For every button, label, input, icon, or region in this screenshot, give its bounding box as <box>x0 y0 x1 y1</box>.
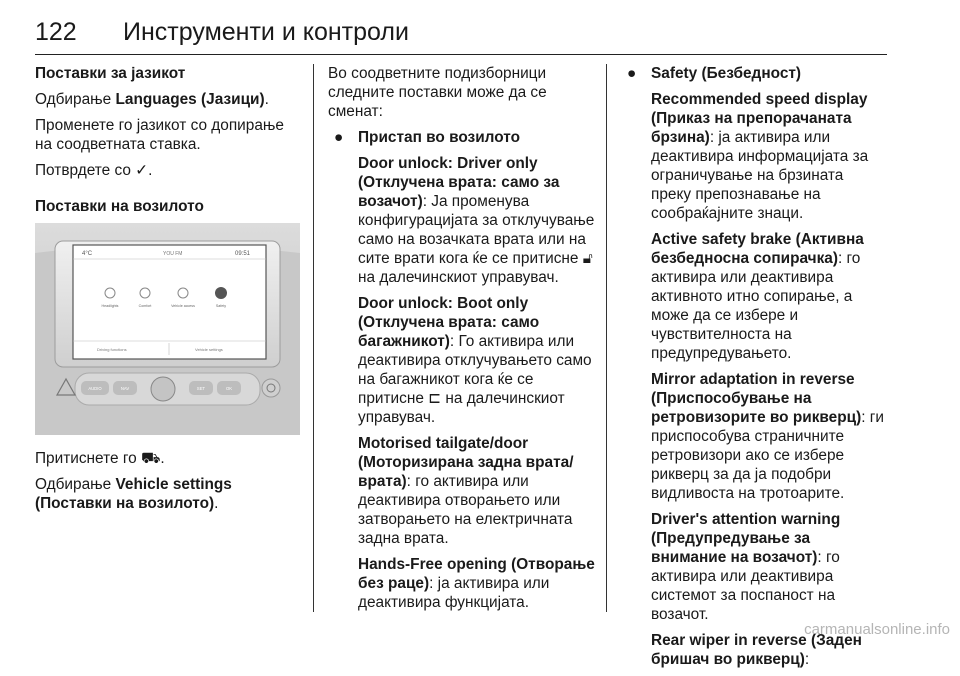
paragraph: Одбирање Vehicle settings (Поставки на возилото). <box>35 476 232 512</box>
padlock-open-icon: 🔓︎ <box>582 250 593 267</box>
svg-text:NAV: NAV <box>120 386 130 391</box>
safety-icon <box>215 287 227 299</box>
paragraph: Во соодветните подизборници следните поставки може да се сменат: <box>328 65 547 120</box>
paragraph: Променете го јазикот со допирање на соодветната ставка. <box>35 117 284 153</box>
bullet-safety: ● Safety (Безбедност) <box>627 65 802 82</box>
setting-item: Recommended speed display (Приказ на препорачаната брзина): ја активира или деактивира информацијата за ограничување на брзината преку препознавање на сообраќајните знаци. <box>651 91 869 222</box>
screen-clock: 09:51 <box>235 251 251 257</box>
column-2 <box>328 64 596 619</box>
paragraph: Притиснете го ⛟. <box>35 450 165 467</box>
bullet-access: ● Пристап во возилото <box>334 129 520 146</box>
column-1 <box>35 64 300 520</box>
setting-item: Mirror adaptation in reverse (Приспособување на ретровизорите во рикверц): ги приспособува страничните ретровизори ако се избере рикверц за да ја подобри видливоста на тротоарите. <box>651 371 884 502</box>
paragraph: Одбирање Languages (Јазици). <box>35 91 269 108</box>
setting-item: Door unlock: Driver only (Отклучена врата: само за возачот): Ја променува конфигурацијата за отклучување само на возачката врата или на сите врати кога ќе се притисне 🔓︎ на далечинскиот управувач. <box>358 155 595 286</box>
screen-temp: 4°C <box>82 251 93 257</box>
checkmark-icon: ✓ <box>135 162 149 179</box>
column-divider <box>313 64 314 612</box>
column-3 <box>621 64 887 676</box>
svg-text:OK: OK <box>225 386 233 391</box>
footer-watermark: carmanualsonline.info <box>804 621 950 638</box>
svg-text:Vehicle settings: Vehicle settings <box>195 347 223 352</box>
svg-text:Comfort: Comfort <box>138 304 152 308</box>
svg-text:SET: SET <box>196 386 206 391</box>
setting-item: Hands-Free opening (Отворање без раце): ја активира или деактивира функцијата. <box>358 556 595 611</box>
car-icon: ⛟ <box>140 450 161 467</box>
page-title: Инструменти и контроли <box>123 18 409 46</box>
paragraph: Потврдете со ✓. <box>35 162 153 179</box>
bullet-icon: ● <box>334 129 344 146</box>
column-divider <box>606 64 607 612</box>
svg-text:Driving functions: Driving functions <box>97 347 127 352</box>
section-heading-language: Поставки за јазикот <box>35 65 186 82</box>
setting-item: Door unlock: Boot only (Отклучена врата: само багажникот): Го активира или деактивира отклучувањето само на багажникот кога ќе се притисне ⊏ на далечинскиот управувач. <box>358 295 592 426</box>
setting-item: Active safety brake (Активна безбедносна сопирачка): го активира или деактивира активното итно сопирање, а може да се избере и чувствителноста на предупредувањето. <box>651 231 864 362</box>
tailgate-icon: ⊏ <box>428 390 442 407</box>
section-heading-vehicle: Поставки на возилото <box>35 198 204 215</box>
svg-text:Safety: Safety <box>215 304 227 308</box>
page-header <box>35 14 887 55</box>
setting-item: Rear wiper in reverse (Заден бришач во рикверц): <box>651 632 862 668</box>
setting-item: Motorised tailgate/door (Моторизирана задна врата/ врата): го активира или деактивира отворањето или затворањето на електричната задна врата. <box>358 435 574 547</box>
svg-text:Headlights: Headlights <box>101 304 119 308</box>
page-number: 122 <box>35 18 77 46</box>
screen-profile: YOU FM <box>163 251 183 257</box>
svg-text:Vehicle access: Vehicle access <box>171 304 195 308</box>
setting-item: Driver's attention warning (Предупредување за внимание на возачот): го активира или деактивира системот за поспаност на возачот. <box>651 511 841 623</box>
infotainment-photo <box>35 223 300 435</box>
bullet-icon: ● <box>627 65 637 82</box>
svg-text:AUDIO: AUDIO <box>88 386 102 391</box>
